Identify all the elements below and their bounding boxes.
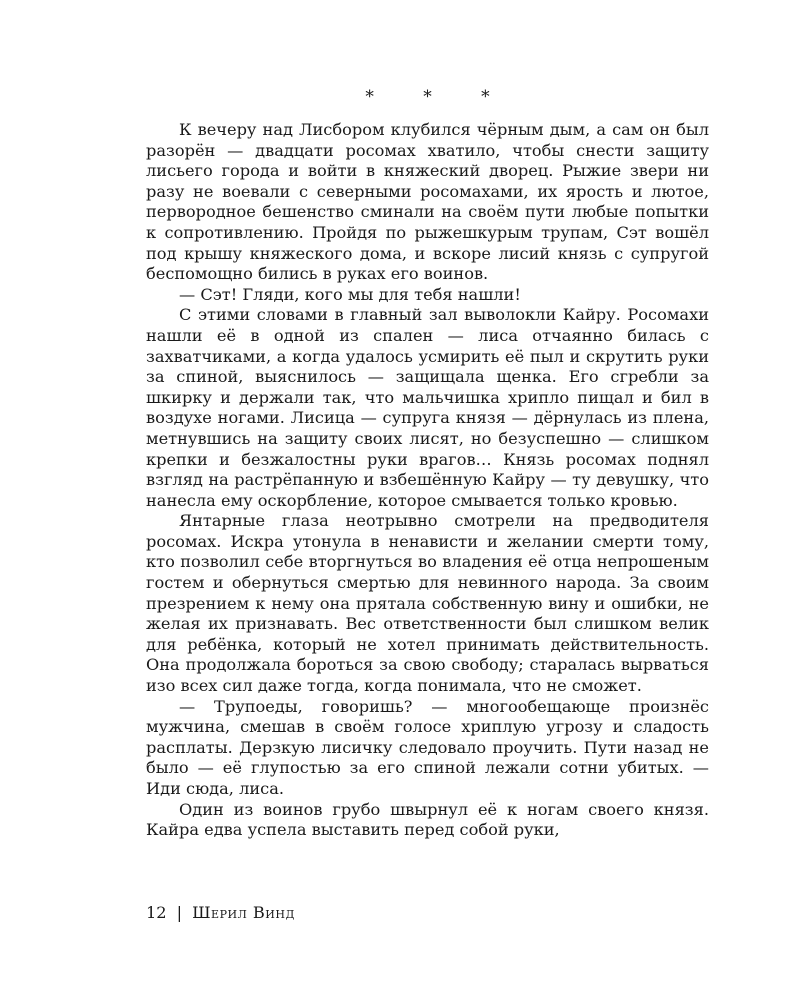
paragraph: — Трупоеды, говоришь? — многообещающе произнёс мужчина, смешав в своём голосе хриплую угрозу и сладость расплаты. Дерзкую лисичку следовало проучить. Пути назад не было — её глупостью за его спиной лежали сотни убитых. — Иди сюда, лиса.: [146, 696, 709, 798]
footer-divider: |: [176, 903, 183, 922]
paragraph: Один из воинов грубо швырнул её к ногам своего князя. Кайра едва успела выставить перед собой руки,: [146, 799, 709, 840]
paragraph: К вечеру над Лисбором клубился чёрным дым, а сам он был разорён — двадцати росомах хватило, чтобы снести защиту лисьего города и войти в княжеский дворец. Рыжие звери ни разу не воевали с северными росомахами, их ярость и лютое, первородное бешенство сминали на своём пути любые попытки к сопротивлению. Пройдя по рыжешкурым трупам, Сэт вошёл под крышу княжеского дома, и вскоре лисий князь с супругой беспомощно бились в руках его воинов.: [146, 120, 709, 284]
paragraph: Янтарные глаза неотрывно смотрели на предводителя росомах. Искра утонула в ненависти и желании смерти тому, кто позволил себе вторгнуться во владения её отца непрошеным гостем и обернуться смертью для невинного народа. За своим презрением к нему она прятала собственную вину и ошибки, не желая их признавать. Вес ответственности был слишком велик для ребёнка, который не хотел принимать действительность. Она продолжала бороться за свою свободу; старалась вырваться изо всех сил даже тогда, когда понимала, что не сможет.: [146, 511, 709, 696]
page-footer: [146, 902, 295, 924]
book-page: [146, 84, 709, 841]
page-number: 12: [146, 903, 167, 922]
scene-break-asterisks: * * *: [365, 87, 512, 107]
paragraph: С этими словами в главный зал выволокли Кайру. Росомахи нашли её в одной из спален — лиса отчаянно билась с захватчиками, а когда удалось усмирить её пыл и скрутить руки за спиной, выяснилось — защищала щенка. Его сгребли за шкирку и держали так, что мальчишка хрипло пищал и бил в воздухе ногами. Лисица — супруга князя — дёрнулась из плена, метнувшись на защиту своих лисят, но безуспешно — слишком крепки и безжалостны руки врагов… Князь росомах поднял взгляд на растрёпанную и взбешённую Кайру — ту девушку, что нанесла ему оскорбление, которое смывается только кровью.: [146, 305, 709, 510]
body-text: [146, 120, 709, 841]
author-name: Шерил Винд: [192, 903, 295, 922]
paragraph: — Сэт! Гляди, кого мы для тебя нашли!: [179, 284, 521, 304]
